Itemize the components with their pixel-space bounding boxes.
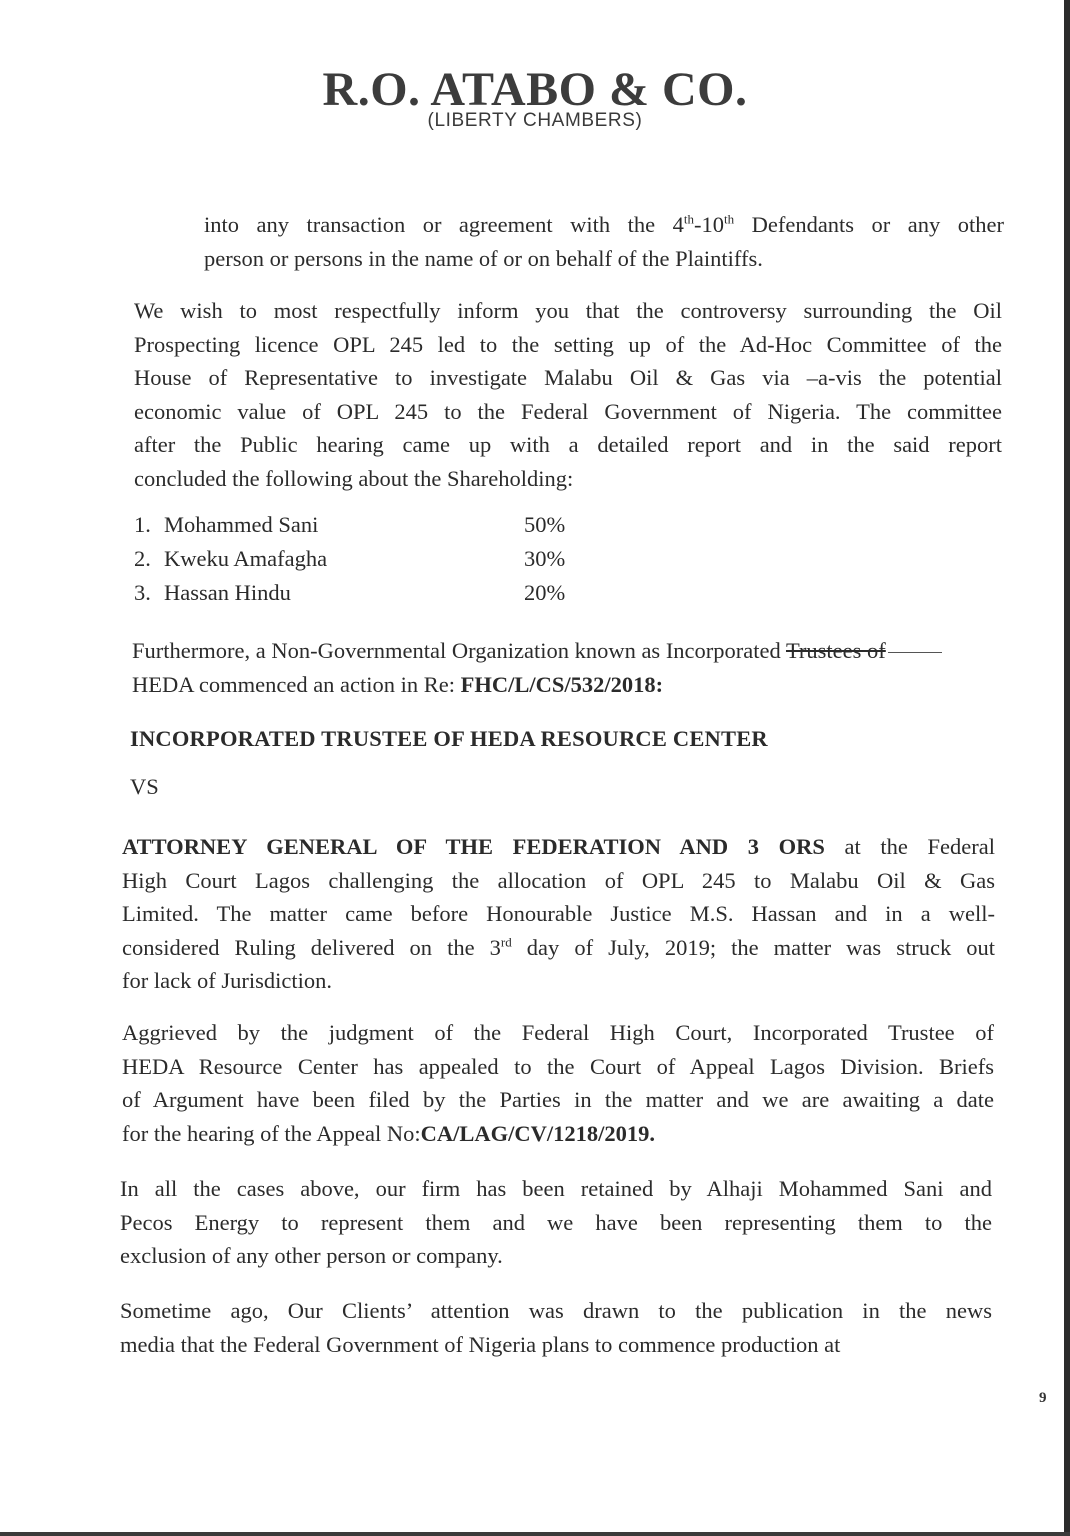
shareholder-name: Hassan Hindu: [164, 580, 291, 605]
text-line: High Court Lagos challenging the allocation of OPL 245 to Malabu Oil & Gas: [122, 867, 995, 893]
struck-text: Trustees of: [785, 638, 886, 663]
list-item: [134, 546, 634, 580]
defendant-name: ATTORNEY GENERAL OF THE FEDERATION AND 3 ORS: [122, 834, 825, 859]
committee-paragraph: [134, 294, 1002, 495]
text: day of July, 2019; the matter was struck out: [511, 934, 996, 960]
text-line: for lack of Jurisdiction.: [122, 968, 332, 993]
firm-subtitle: (LIBERTY CHAMBERS): [427, 110, 643, 131]
list-item: [134, 512, 634, 546]
text-line: person or persons in the name of or on behalf of the Plaintiffs.: [204, 245, 763, 271]
item-number: 1.: [134, 512, 151, 537]
superscript: th: [723, 211, 735, 227]
case-number: FHC/L/CS/532/2018:: [460, 671, 664, 697]
superscript: rd: [500, 934, 512, 949]
superscript: th: [683, 211, 694, 227]
appeal-paragraph: [122, 1016, 994, 1150]
shareholder-name: Kweku Amafagha: [164, 546, 328, 571]
item-number: 3.: [134, 580, 151, 605]
text: Defendants or any other: [734, 212, 1005, 237]
text-line: economic value of OPL 245 to the Federal Government of Nigeria. The committee: [134, 398, 1002, 424]
shareholder-name: Mohammed Sani: [164, 512, 319, 537]
share-percent: 20%: [524, 580, 566, 605]
text: at the Federal: [824, 834, 995, 859]
case-versus: [130, 770, 159, 804]
plaintiff-name: INCORPORATED TRUSTEE OF HEDA RESOURCE CENTER: [130, 726, 768, 751]
share-percent: 30%: [524, 546, 566, 571]
share-percent: 50%: [524, 512, 566, 537]
case-plaintiff: [130, 722, 768, 756]
page-number: 9: [1039, 1390, 1047, 1406]
text-line: Prospecting licence OPL 245 led to the setting up of the Ad-Hoc Committee of the: [134, 331, 1002, 357]
attorney-general-paragraph: [122, 830, 995, 998]
item-number: 2.: [134, 546, 151, 571]
text-line: media that the Federal Government of Nigeria plans to commence production at: [120, 1331, 841, 1357]
text-line: House of Representative to investigate Malabu Oil & Gas via –a-vis the potential: [134, 365, 1002, 390]
strike-line: [888, 652, 942, 653]
retained-paragraph: [120, 1172, 992, 1273]
text: -10: [693, 212, 724, 237]
text-line: HEDA Resource Center has appealed to the Court of Appeal Lagos Division. Briefs: [122, 1053, 994, 1079]
appeal-number: CA/LAG/CV/1218/2019.: [420, 1120, 656, 1146]
text: HEDA commenced an action in Re:: [132, 671, 461, 697]
text-line: We wish to most respectfully inform you that the controversy surrounding the Oil: [134, 298, 1002, 323]
text-line: Pecos Energy to represent them and we have been representing them to the: [120, 1209, 992, 1235]
scan-edge-bottom: [0, 1532, 1070, 1536]
text-line: of Argument have been filed by the Parties in the matter and we are awaiting a date: [122, 1087, 994, 1112]
list-item: [134, 580, 634, 614]
text-line: concluded the following about the Shareholding:: [134, 465, 574, 491]
firm-name: R.O. ATABO & CO.: [322, 63, 748, 116]
text-line: exclusion of any other person or company.: [120, 1243, 503, 1268]
text-line: Limited. The matter came before Honourable Justice M.S. Hassan and in a well-: [122, 901, 995, 926]
text: into any transaction or agreement with the 4: [204, 212, 684, 237]
text-line: Sometime ago, Our Clients’ attention was drawn to the publication in the news: [120, 1298, 992, 1323]
ngo-paragraph: [132, 634, 1062, 701]
scan-edge-right: [1064, 0, 1070, 1536]
continuation-paragraph: [204, 208, 1004, 275]
text: for the hearing of the Appeal No:: [122, 1120, 421, 1146]
text: considered Ruling delivered on the 3: [122, 934, 501, 960]
publication-paragraph: [120, 1294, 992, 1361]
text-line: In all the cases above, our firm has been retained by Alhaji Mohammed Sani and: [120, 1176, 992, 1201]
text-line: after the Public hearing came up with a detailed report and in the said report: [134, 432, 1002, 457]
text-line: Aggrieved by the judgment of the Federal High Court, Incorporated Trustee of: [122, 1020, 994, 1045]
versus-label: VS: [130, 774, 159, 799]
text: Furthermore, a Non-Governmental Organization known as Incorporated: [132, 638, 786, 663]
